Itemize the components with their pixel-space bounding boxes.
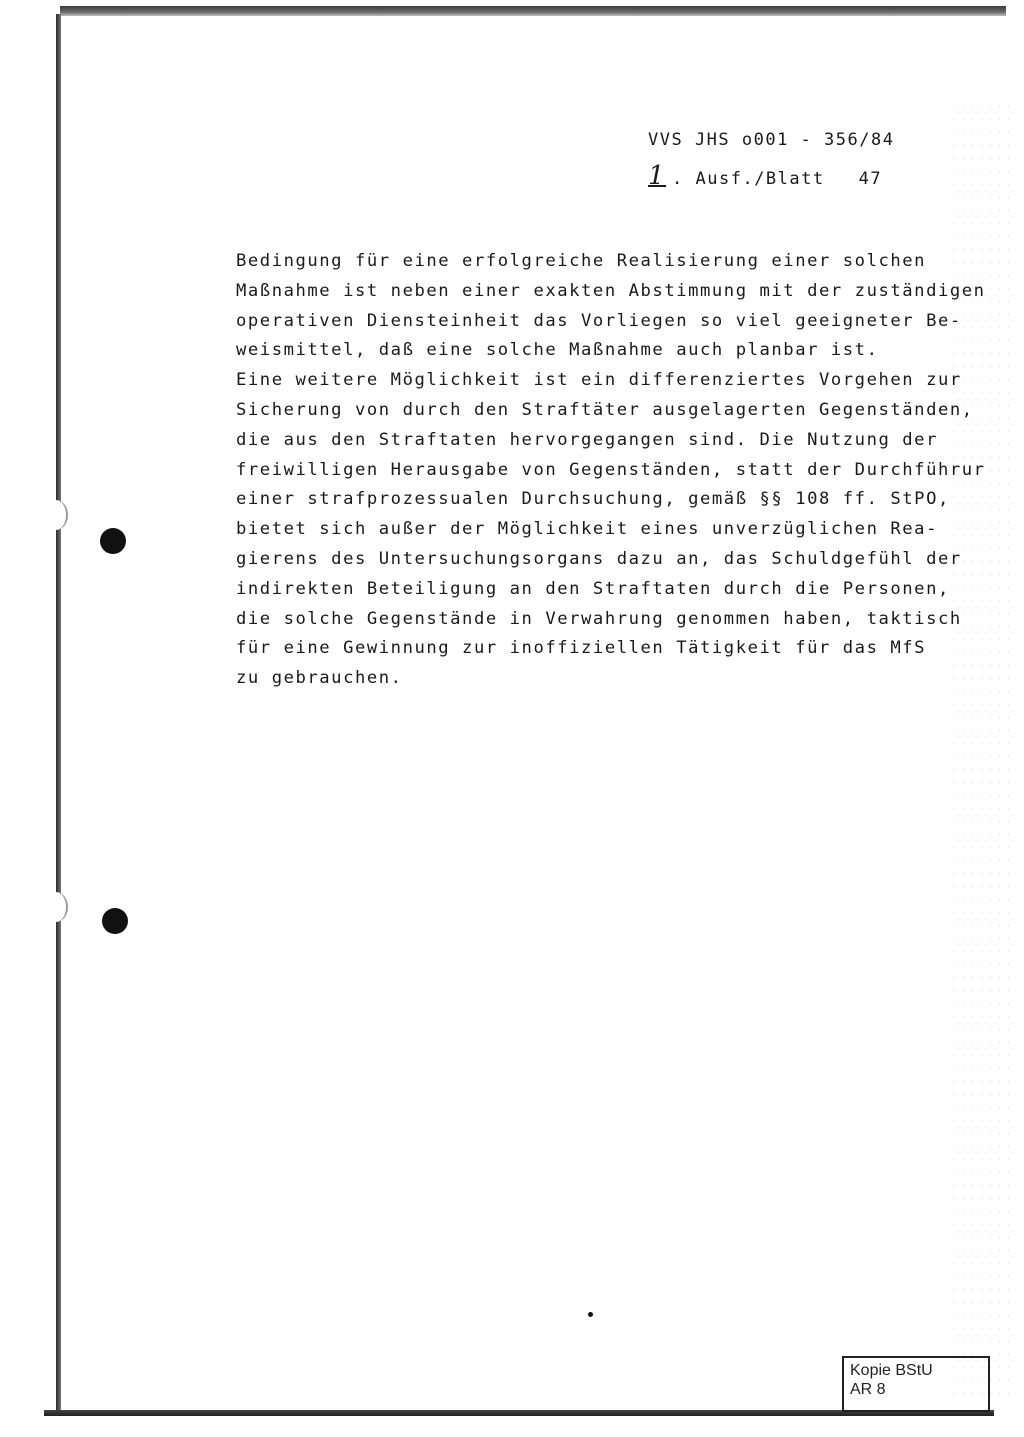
copy-sheet-line (648, 161, 882, 191)
stamp-line-1: Kopie BStU (850, 1362, 933, 1379)
stamp-line-2: AR 8 (850, 1381, 886, 1398)
text-line: Maßnahme ist neben einer exakten Abstimmung mit der zuständigen (236, 280, 986, 301)
punch-hole (100, 528, 126, 554)
copy-label: . Ausf./Blatt (672, 169, 825, 189)
sheet-number: 47 (858, 169, 883, 189)
text-line: einer strafprozessualen Durchsuchung, gemäß §§ 108 ff. StPO, (236, 489, 950, 510)
text-line: indirekten Beteiligung an den Straftaten durch die Personen, (236, 578, 950, 599)
text-line: Bedingung für eine erfolgreiche Realisierung einer solchen (236, 251, 927, 271)
text-line: für eine Gewinnung zur inoffiziellen Tätigkeit für das MfS (236, 638, 927, 659)
punch-hole (102, 908, 128, 934)
text-line: die aus den Straftaten hervorgegangen sind. Die Nutzung der (236, 429, 938, 450)
text-line: gierens des Untersuchungsorgans dazu an, das Schuldgefühl der (236, 548, 962, 569)
text-line: die solche Gegenstände in Verwahrung genommen haben, taktisch (236, 608, 962, 629)
text-line: zu gebrauchen. (236, 668, 403, 689)
text-line: freiwilligen Herausgabe von Gegenständen, statt der Durchführur (236, 459, 986, 480)
scan-edge-left (56, 14, 61, 1414)
binder-notch (44, 500, 68, 530)
scan-edge-top (60, 6, 1006, 16)
text-line: Sicherung von durch den Straftäter ausgelagerten Gegenständen, (236, 399, 974, 420)
document-reference: VVS JHS o001 - 356/84 (648, 130, 895, 150)
scan-speck (588, 1312, 593, 1317)
text-line: bietet sich außer der Möglichkeit eines unverzüglichen Rea- (236, 519, 938, 540)
body-paragraph (236, 247, 996, 694)
text-line: weismittel, daß eine solche Maßnahme auch planbar ist. (236, 340, 879, 361)
text-line: Eine weitere Möglichkeit ist ein differenziertes Vorgehen zur (236, 370, 962, 391)
copy-number: 1 (648, 161, 667, 191)
binder-notch (44, 892, 68, 922)
text-line: operativen Diensteinheit das Vorliegen so viel geeigneter Be- (236, 310, 962, 331)
archive-stamp (842, 1356, 990, 1412)
